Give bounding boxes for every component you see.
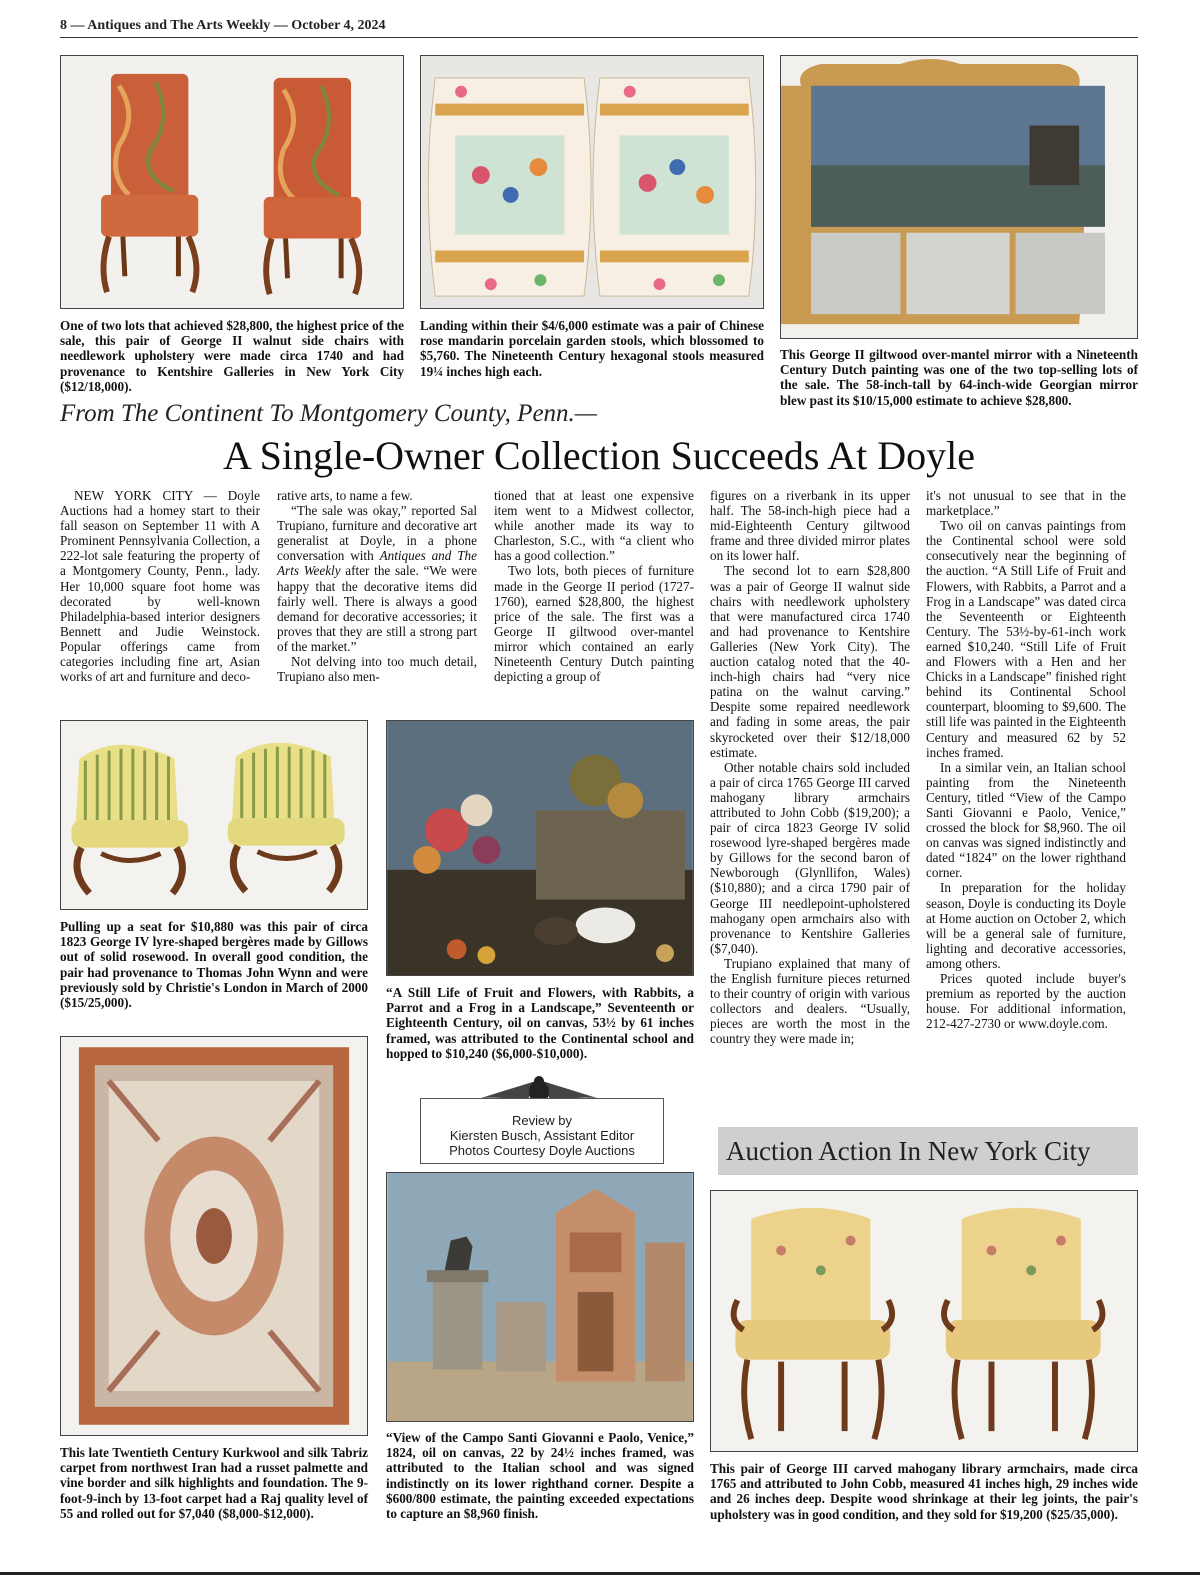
tabriz-carpet-illustration <box>61 1037 367 1435</box>
credit-photos: Photos Courtesy Doyle Auctions <box>449 1143 635 1158</box>
body-paragraph: Prices quoted include buyer's premium as reported by the auction house. For additional information, 212-427-2730 or www.doyle.com. <box>926 971 1126 1032</box>
body-text: “The sale was okay,” reported Sal Trupiano, furniture and decorative art generalist at Doyle, in a phone conversation with <box>277 503 477 564</box>
article-kicker: From The Continent To Montgomery County, Penn.— <box>60 400 598 427</box>
review-credit-box <box>420 1098 664 1164</box>
photo-giltwood-mirror <box>780 55 1138 339</box>
body-paragraph: Two lots, both pieces of furniture made in the George II period (1727-1760), earned $28,800, the highest price of the sale. The first was a George II giltwood over-mantel mirror which contained an early Nineteenth Century Dutch painting depicting a group of <box>494 563 694 685</box>
library-armchairs-illustration <box>711 1191 1137 1451</box>
top-rule <box>60 37 1138 38</box>
giltwood-mirror-illustration <box>781 56 1137 338</box>
page-folio: 8 — Antiques and The Arts Weekly — October 4, 2024 <box>60 18 386 33</box>
body-paragraph: NEW YORK CITY — Doyle Auctions had a homey start to their fall season on September 11 with A Prominent Pennsylvania Collection, a 222-lot sale featuring the property of a Montgomery County, Penn., lady. Her 10,000 square foot home was decorated by well-known Philadelphia-based interior designers Bennett and Judie Weinstock. Popular offerings came from categories including fine art, Asian works of art and furniture and deco- <box>60 488 260 685</box>
credit-review-by: Review by <box>512 1113 572 1128</box>
photo-library-armchairs <box>710 1190 1138 1452</box>
body-text: after the sale. “We were happy that the decorative items did fairly well. There is always a good demand for decorative accessories; it proves that they are still a strong part of the market.” <box>277 563 477 654</box>
still-life-illustration <box>387 721 693 975</box>
article-headline: A Single-Owner Collection Succeeds At Doyle <box>222 433 976 478</box>
photo-bergeres <box>60 720 368 910</box>
body-paragraph: it's not unusual to see that in the marketplace.” <box>926 488 1126 519</box>
body-paragraph: figures on a riverbank in its upper half. The 58-inch-high piece had a mid-Eighteenth Century giltwood frame and three divided mirror plates on its lower half. <box>710 488 910 564</box>
body-paragraph: rative arts, to name a few. <box>277 488 413 503</box>
caption-side-chairs: One of two lots that achieved $28,800, the highest price of the sale, this pair of George II walnut side chairs with needlework upholstery were made circa 1740 and had provenance to Kentshire Galleries in New York City ($12/18,000). <box>60 318 404 394</box>
body-column-4 <box>710 488 910 1046</box>
porcelain-stools-illustration <box>421 56 763 308</box>
bottom-rule <box>0 1572 1200 1575</box>
body-column-3 <box>494 488 694 684</box>
body-column-5 <box>926 488 1126 1031</box>
body-column-2 <box>277 488 477 684</box>
body-paragraph: Trupiano explained that many of the English furniture pieces returned to their country of origin with various collectors and dealers. “Usually, pieces are worth the most in the country they were made in; <box>710 955 910 1047</box>
caption-porcelain-stools: Landing within their $4/6,000 estimate was a pair of Chinese rose mandarin porcelain garden stools, which blossomed to $5,760. The Nineteenth Century hexagonal stools measured 19¼ inches high each. <box>420 318 764 379</box>
body-paragraph: In a similar vein, an Italian school painting from the Nineteenth Century, titled “View of the Campo Santi Giovanni e Paolo, Venice,” crossed the block for $8,960. The oil on canvas was signed indistinctly and dated “1824” on the lower righthand corner. <box>926 759 1126 881</box>
photo-side-chairs <box>60 55 404 309</box>
body-column-1 <box>60 488 260 684</box>
bergeres-illustration <box>61 721 367 909</box>
caption-library-armchairs: This pair of George III carved mahogany library armchairs, made circa 1765 and attributed to John Cobb, measured 41 inches high, 29 inches wide and 26 inches deep. Despite wood shrinkage at their leg joints, the pair's upholstery was in good condition, and they sold for $19,200 ($25/35,000). <box>710 1461 1138 1522</box>
section-banner: Auction Action In New York City <box>718 1127 1138 1175</box>
body-paragraph: Not delving into too much detail, Trupiano also men- <box>277 654 477 685</box>
caption-tabriz-carpet: This late Twentieth Century Kurkwool and silk Tabriz carpet from northwest Iran had a russet palmette and vine border and silk highlights and foundation. The 9-foot-9-inch by 13-foot carpet had a Raj quality level of 55 and rolled out for $7,040 ($8,000-$12,000). <box>60 1445 368 1521</box>
body-paragraph: In preparation for the holiday season, Doyle is conducting its Doyle at Home auction on October 2, which will be a general sale of furniture, lighting and decorative accessories, among others. <box>926 880 1126 971</box>
photo-tabriz-carpet <box>60 1036 368 1436</box>
caption-still-life: “A Still Life of Fruit and Flowers, with Rabbits, a Parrot and a Frog in a Landscape,” Seventeenth or Eighteenth Century, oil on canvas, 53½ by 61 inches framed, was attributed to the Continental school and hopped to $10,240 ($6,000-$10,000). <box>386 985 694 1061</box>
venice-painting-illustration <box>387 1173 693 1421</box>
body-paragraph: Two oil on canvas paintings from the Continental school were sold consecutively near the beginning of the auction. “A Still Life of Fruit and Flowers, with Rabbits, a Parrot and a Frog in a Landscape” was dated circa the Seventeenth or Eighteenth Century. The 53½-by-61-inch work earned $10,240. “Still Life of Fruit and Flowers with a Hen and her Chicks in a Landscape” finished right behind its Continental School counterpart, blooming to $9,600. The still life was painted in the Eighteenth Century and measured 62 by 52 inches framed. <box>926 518 1126 760</box>
side-chairs-illustration <box>61 56 403 308</box>
body-paragraph: tioned that at least one expensive item went to a Midwest collector, while another made its way to Charleston, S.C., with “a client who has a good collection.” <box>494 488 694 564</box>
caption-bergeres: Pulling up a seat for $10,880 was this pair of circa 1823 George IV lyre-shaped bergères made by Gillows out of solid rosewood. In overall good condition, the pair had provenance to Thomas John Wynn and were previously sold by Christie's London in March of 2000 ($15/25,000). <box>60 919 368 1011</box>
photo-venice-painting <box>386 1172 694 1422</box>
caption-venice-painting: “View of the Campo Santi Giovanni e Paolo, Venice,” 1824, oil on canvas, 22 by 24½ inches framed, was attributed to the Italian school and was signed indistinctly on its lower righthand corner. Despite a $600/800 estimate, the painting exceeded expectations to capture an $8,960 finish. <box>386 1430 694 1522</box>
photo-porcelain-stools <box>420 55 764 309</box>
body-paragraph: The second lot to earn $28,800 was a pair of George II walnut side chairs with needlework upholstery that were manufactured circa 1740 and had provenance to Kentshire Galleries (New York City). The auction catalog noted that the 40-inch-high chairs had “very nice patina on the walnut carving.” Despite some repaired needlework and fading in some areas, the pair skyrocketed over their $12/18,000 estimate. <box>710 563 910 760</box>
body-paragraph <box>277 503 477 654</box>
caption-giltwood-mirror: This George II giltwood over-mantel mirror with a Nineteenth Century Dutch painting was one of the two top-selling lots of the sale. The 58-inch-tall by 64-inch-wide Georgian mirror blew past its $10/15,000 estimate to achieve $28,800. <box>780 347 1138 408</box>
publication-name: Antiques and The Arts Weekly <box>277 548 478 579</box>
credit-author: Kiersten Busch, Assistant Editor <box>449 1128 635 1143</box>
photo-still-life <box>386 720 694 976</box>
body-paragraph: Other notable chairs sold included a pair of circa 1765 George III carved mahogany library armchairs attributed to John Cobb ($19,200); a pair of circa 1823 George IV solid rosewood lyre-shaped bergères made by Gillows for the second baron of Newborough (Glynllifon, Wales) ($10,880); and a circa 1790 pair of George III needlepoint-upholstered mahogany open armchairs also with provenance to Kentshire Galleries ($7,040). <box>710 759 910 956</box>
